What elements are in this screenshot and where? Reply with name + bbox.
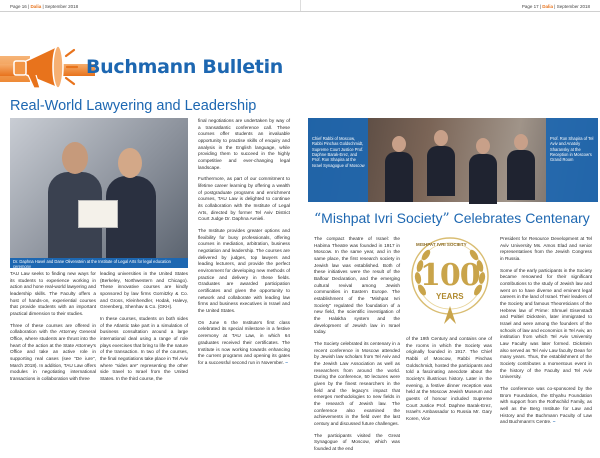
right-date: September 2018 (557, 4, 590, 9)
paragraph: Three of these courses are offered in collaboration with the Attorney General Office, where students are thrust into the heart of the action at the State Attorney's Office and take an active role in supporting real cases (see "De iure", March 2018). In addition, TAU Law offers modules in negotiating international transactions in collaboration with three (10, 323, 96, 383)
paragraph: Some of the early participants in the Society became renowned for their significant contributions to the study of Jewish law and went on to have diverse and eminent legal careers in the land of Israel. Their leaders of the Society and famous Theoreticians of the Hebrew law of Prime: Shmuel Eisenstadt and Paltiel Dickstein, later immigrated to Israel and were among the founders of the schools of law and economics in Tel Aviv, an institution from which Tel Aviv University Law Faculty was later formed. Dickstein also served as Tel Aviv Law faculty Dean for many years. Thus, the establishment of the Society contributes a momentous event in the history of the Faculty and Tel Aviv University. (500, 268, 592, 381)
header-rule (0, 11, 600, 12)
running-header (0, 0, 600, 12)
heading-rest: Celebrates Centenary (450, 210, 590, 226)
paragraph: The Society celebrated its centenary in a recent conference in Moscow attended by Jewish law scholars from Tel Aviv and the Jewish Law Association as well as researchers from around the world. During the conference, 50 lectures were given by the finest researchers in the field and the legacy's impact that emerges methodologies to new fields in the research of Jewish law. The conference also examined the achievements in the field over the last century and discussed future challenges. (314, 341, 400, 428)
paragraph (500, 386, 592, 426)
right-article-heading (314, 210, 590, 227)
seal-years-label: YEARS (436, 292, 464, 301)
bulletin-banner (0, 50, 300, 86)
paragraph: Furthermore, as part of our commitment to lifetime career learning by offering a wealth of postgraduate programs and enrichment courses, TAU Law is delighted to continue its collaboration with the Institute of Legal Arts, directed by former Tel Aviv District Court Judge Dr. Daphna Avnieli. (198, 176, 290, 223)
ceremony-photo-caption: Dr. Daphna Havel and Dane Olivenstein at the Institute of Legal Arts for legal education ceremony (10, 258, 188, 268)
photo-figure (118, 148, 142, 178)
paragraph: final negotiations are undertaken by way of a transatlantic conference call. These courses offer students an invaluable opportunity to practise skills of enquiry and analysis in the English language, while providing them to succeed in the highly competitive and ever-changing legal landscape. (198, 118, 290, 171)
society-name: Mishpat Ivri Society (321, 210, 442, 226)
photo-figure (476, 138, 490, 154)
moscow-photo-caption-left: Chief Rabbi of Moscow, Rabbi Pinchas Goldschmidt, Supreme Court Justice Prof. Daphne Barak-Erez, and Prof. Ron Shapira at the Israel Synagogue of Moscow (312, 136, 366, 168)
left-article-column-1 (10, 271, 96, 388)
photo-figure (427, 146, 455, 196)
right-publication: Dalia (542, 4, 553, 9)
seal-number: 100 (420, 258, 480, 293)
photo-figure (392, 136, 406, 152)
paragraph: In these courses, students on both sides of the Atlantic take part in a simulation of business consultation around a large international deal using a range of role plays exercises that bring to life the nature of the transaction. In two of the courses, the final negotiations take place in Tel Aviv where "sides are" representing the other side travel to Israel from the United States. In the third course, the (100, 316, 188, 383)
paragraph: The participants visited the Great Synagogue of Moscow, which was founded at the end (314, 433, 400, 453)
left-date: September 2018 (45, 4, 78, 9)
paragraph: The compact theatre of Israel: the Habima Theatre was founded in 1917 in Moscow. In the same year, and in the same place, the first research society in Jewish law was established. Both of these initiatives were the result of the Balfour Declaration, and the emerging cultural revival among Jewish communities in Eastern Europe. The establishment of the "Mishpat Ivri Society" regulated the foundation of a new field, the scientific investigation of the Halakha system and the development of Jewish law in Israel today. (314, 236, 400, 336)
photo-figure (385, 152, 413, 202)
closing-text: The conference was co-sponsored by the Brom Foundation, the Ehyahu Foundation with support from the Rothschild Family, as well as the Berg Institute for Law and History and the Buchmann Faculty of Law and Buchmann's Centre. (500, 386, 592, 424)
photo-figure (62, 142, 88, 174)
ceremony-photo (10, 118, 188, 258)
closing-text: On June 6 the Institute's first class celebrated its special milestone in a festive ceremony at TAU Law, in which 64 graduates received their certificates. The Institute is now working towards enhancing the current programs and opening its gates for a successful second run in November. (198, 320, 290, 365)
right-article-column-1 (314, 236, 400, 458)
left-page-folio: Page 16 | Dalia | September 2018 (0, 0, 301, 12)
left-publication: Dalia (30, 4, 41, 9)
right-page-folio: Page 17 | Dalia | September 2018 (301, 0, 600, 12)
paragraph (198, 320, 290, 367)
megaphone-icon (10, 42, 80, 94)
right-page-number: Page 17 (522, 4, 539, 9)
left-article-column-3 (198, 118, 290, 372)
end-mark-icon: ~ (285, 360, 288, 365)
paragraph: of the 19th Century and contains one of the rooms in which the Society was originally founded in 1917. The Chief Rabbi of Moscow, Rabbi Pinchas Goldschmidt, hosted the participants and told a fascinating anecdote about the Society's illustrious history. Later in the evening, a festive dinner reception was held at the Moscow Jewish Museum and guests of honour included Supreme Court Justice Prof. Daphne Barak-Erez, Israel's Ambassador to Russia Mr. Gary Koren, Vice (406, 336, 492, 423)
right-article-column-3 (500, 236, 592, 431)
photo-figure (507, 150, 535, 200)
end-mark-icon: ~ (553, 419, 556, 424)
photo-figure (434, 130, 448, 146)
left-page-number: Page 16 (10, 4, 27, 9)
quote-close: ” (443, 211, 450, 227)
seal-society-label: MISHPAT IVRI SOCIETY (416, 242, 467, 247)
paragraph: leading universities in the United States (Berkeley, Northwestern and Chicago). These innovative courses are kindly sponsored by law firms Gornitzky & Co. and Gross, Kleinhendler, Hodak, Halevy, Greenberg, Shenhav & Co. (GKH). (100, 271, 188, 311)
left-article-column-2 (100, 271, 188, 388)
paragraph: President for Resource Development at Tel Aviv University Ms. Amos Elad and senior representatives from the Jewish Congress in Russia. (500, 236, 592, 263)
moscow-event-photo (308, 118, 598, 202)
bulletin-title: Buchmann Bulletin (86, 56, 283, 78)
photo-certificate (78, 200, 118, 228)
left-article-heading: Real-World Lawyering and Leadership (10, 98, 256, 114)
moscow-photo-caption-right: Prof. Ron Shapira of Tel Aviv and Anatoly Sharansky at the Reception in Moscow's Grand Room (550, 136, 596, 163)
paragraph: TAU Law seeks to finding new ways for its students to experience working in action and hone real-world lawyering and leadership skills. The Faculty offers a host of hands-on, experiential courses that provide students with an important practical dimension to their studies. (10, 271, 96, 318)
paragraph: The Institute provides greater options and flexibility for busy professionals, offering courses in mediation, arbitration, business negotiation and leadership. The courses are delivered by judges, top lawyers and leading lecturers, and provide the perfect environment for developing new methods of practice and delivery in these fields. Graduates are awarded participation certificates and given the opportunity to network and collaborate with leading law firms and business executives in Israel and the United States. (198, 228, 290, 315)
right-article-column-2 (406, 336, 492, 428)
photo-figure (514, 134, 528, 150)
centenary-seal (408, 226, 492, 330)
quote-open: “ (314, 211, 321, 227)
photo-figure (469, 154, 497, 204)
